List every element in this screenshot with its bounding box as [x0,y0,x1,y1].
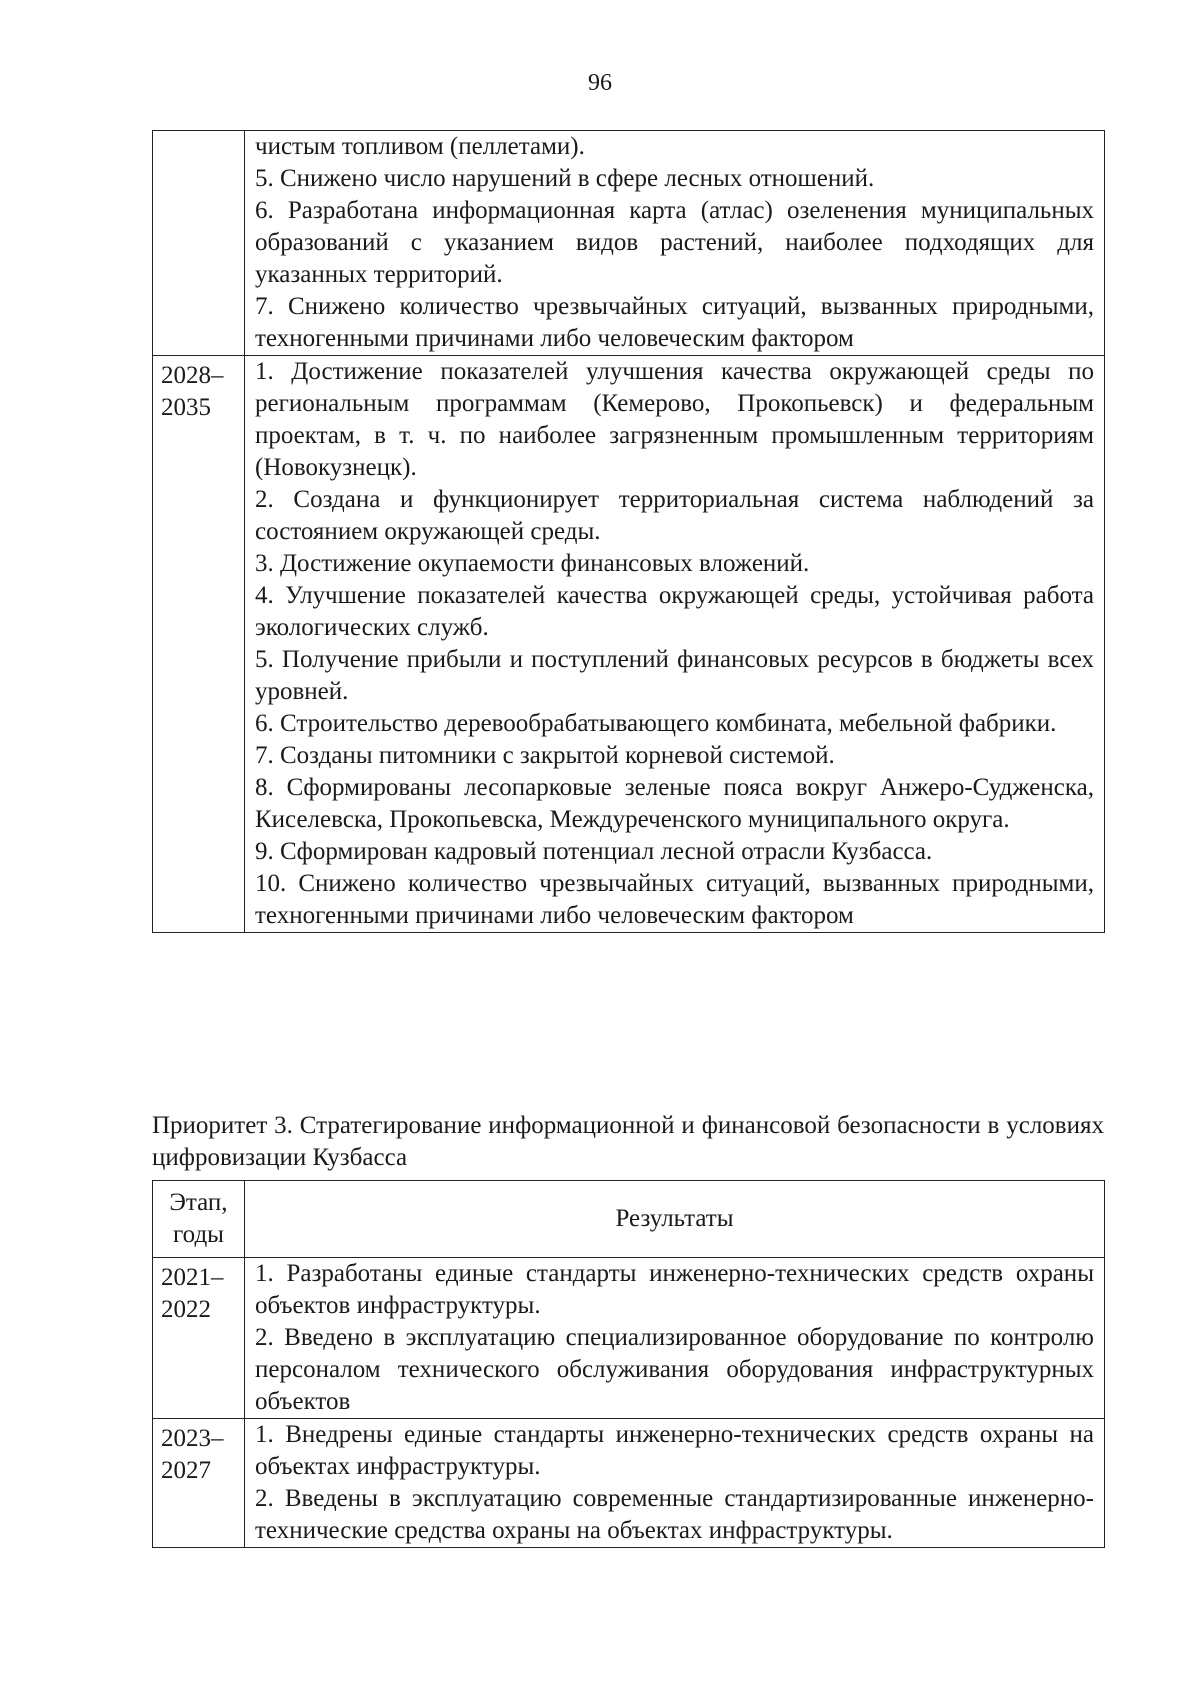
stage-years: 2023– 2027 [161,1425,224,1484]
table-row [153,131,1105,356]
table-row [153,1258,1105,1419]
results-cell [245,356,1105,933]
page-number: 96 [588,70,612,96]
result-item: 10. Снижено количество чрезвычайных ситуаций, вызванных природными, техногенными причинами либо человеческим фактором [255,870,1094,929]
result-item: 5. Снижено число нарушений в сфере лесных отношений. [255,165,875,192]
result-item: 8. Сформированы лесопарковые зеленые пояса вокруг Анжеро-Судженска, Киселевска, Прокопьевска, Междуреченского муниципального округа. [255,774,1094,833]
result-item: 3. Достижение окупаемости финансовых вложений. [255,550,810,577]
stage-cell [153,131,245,356]
stage-cell [153,1258,245,1419]
result-item: 7. Снижено количество чрезвычайных ситуаций, вызванных природными, техногенными причинами либо человеческим фактором [255,293,1094,352]
priority-3-results-table [152,1180,1105,1548]
result-item: 2. Введены в эксплуатацию современные стандартизированные инженерно-технические средства охраны на объектах инфраструктуры. [255,1485,1094,1544]
results-cell [245,131,1105,356]
table-row [153,1419,1105,1548]
stage-years [153,131,244,135]
stage-cell [153,1419,245,1548]
result-item: 2. Создана и функционирует территориальная система наблюдений за состоянием окружающей среды. [255,486,1094,545]
result-item: 1. Внедрены единые стандарты инженерно-технических средств охраны на объектах инфраструктуры. [255,1421,1094,1480]
result-item: 7. Созданы питомники с закрытой корневой системой. [255,742,835,769]
column-header-stage-label: Этап, годы [169,1189,228,1248]
table-row [153,356,1105,933]
result-item: 1. Разработаны единые стандарты инженерно-технических средств охраны объектов инфраструктуры. [255,1260,1094,1319]
result-item: 2. Введено в эксплуатацию специализированное оборудование по контролю персоналом технического обслуживания оборудования инфраструктурных объектов [255,1324,1094,1415]
result-item: 9. Сформирован кадровый потенциал лесной отрасли Кузбасса. [255,838,933,865]
result-item: 6. Строительство деревообрабатывающего комбината, мебельной фабрики. [255,710,1057,737]
result-item: 1. Достижение показателей улучшения качества окружающей среды по региональным программам (Кемерово, Прокопьевск) и федеральным проектам, в т. ч. по наиболее загрязненным промышленным территориям (Новокузнецк). [255,358,1094,481]
stage-years: 2021– 2022 [161,1264,224,1323]
stage-cell [153,356,245,933]
result-item: 5. Получение прибыли и поступлений финансовых ресурсов в бюджеты всех уровней. [255,646,1094,705]
results-table-continued [152,130,1105,933]
column-header-stage [153,1181,245,1258]
results-cell [245,1258,1105,1419]
table-header-row [153,1181,1105,1258]
stage-years: 2028– 2035 [161,362,224,421]
result-item: 4. Улучшение показателей качества окружающей среды, устойчивая работа экологических служб. [255,582,1094,641]
result-item: чистым топливом (пеллетами). [255,133,585,160]
priority-heading: Приоритет 3. Стратегирование информационной и финансовой безопасности в условиях цифровизации Кузбасса [152,1112,1104,1171]
result-item: 6. Разработана информационная карта (атлас) озеленения муниципальных образований с указанием видов растений, наиболее подходящих для указанных территорий. [255,197,1094,288]
column-header-results: Результаты [245,1181,1105,1258]
results-cell [245,1419,1105,1548]
